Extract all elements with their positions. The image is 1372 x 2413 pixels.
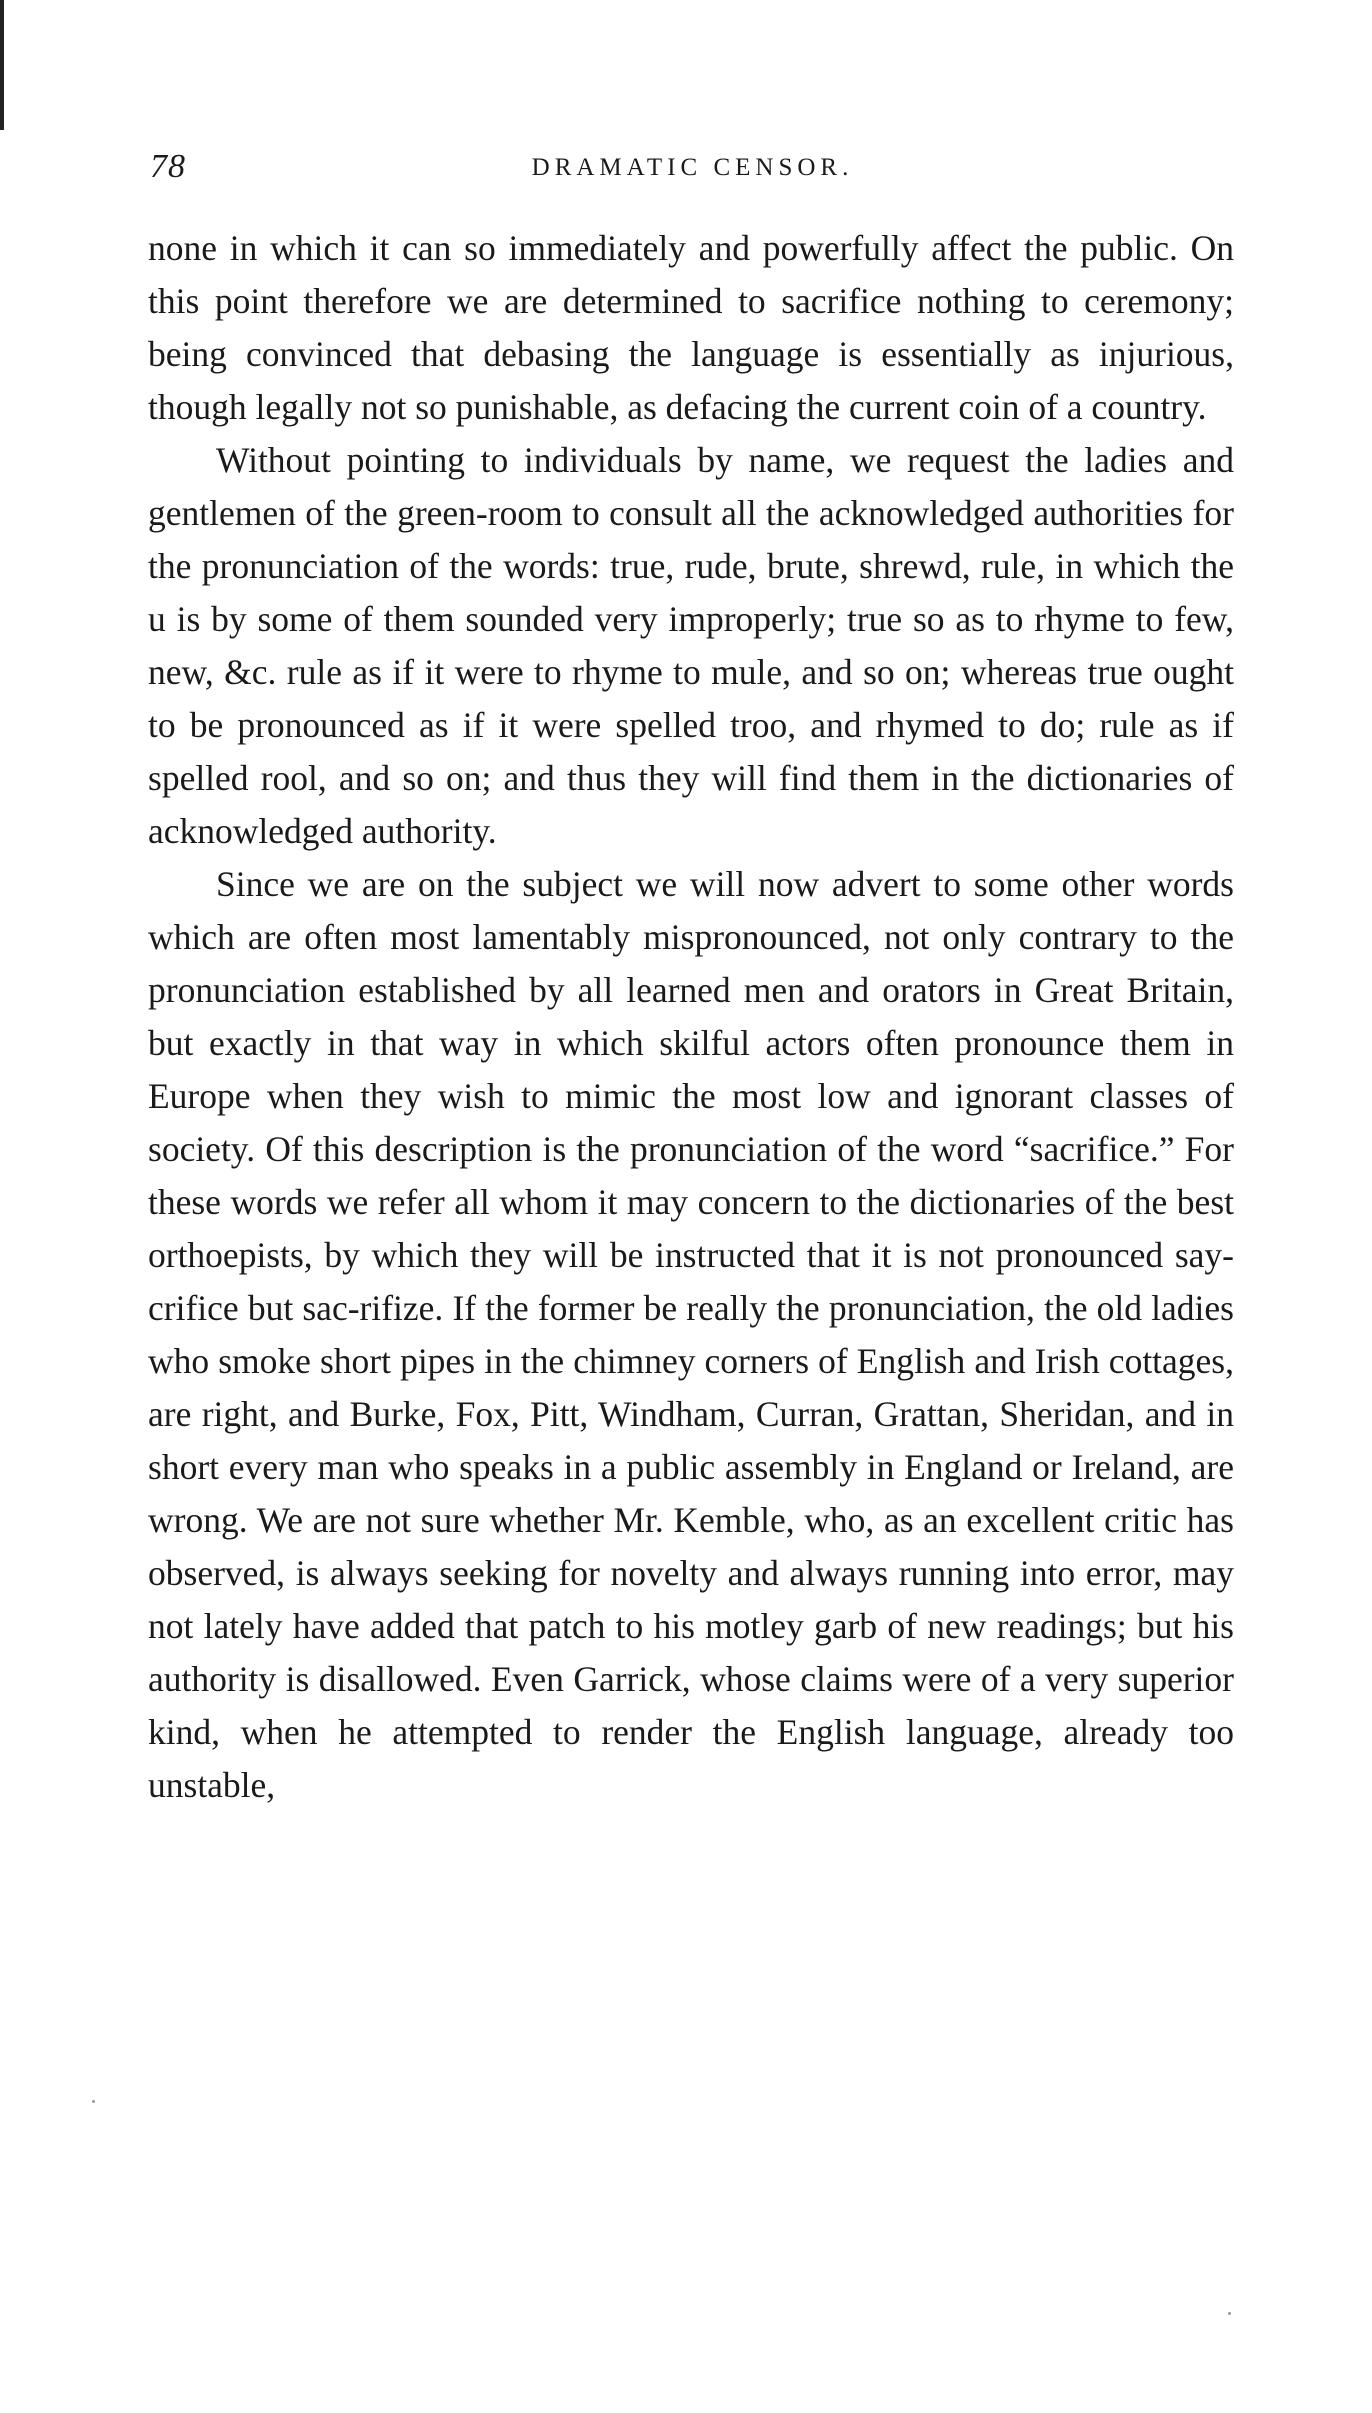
running-title: DRAMATIC CENSOR. [531, 154, 854, 181]
paper-speck [1228, 2312, 1231, 2315]
text-body [148, 222, 1234, 1812]
paragraph-2: Without pointing to individuals by name, we request the ladies and gentlemen of the green-room to consult all the acknowledged authorities for the pronunciation of the words: true, rude, brute, shrewd, rule, in which the u is by some of them sounded very improperly; true so as to rhyme to few, new, &c. rule as if it were to rhyme to mule, and so on; whereas true ought to be pronounced as if it were spelled troo, and rhymed to do; rule as if spelled rool, and so on; and thus they will find them in the dictionaries of acknowledged authority. [148, 440, 1234, 851]
page-edge-shadow [0, 0, 4, 130]
paragraph-3: Since we are on the subject we will now advert to some other words which are often most lamentably mispronounced, not only contrary to the pronunciation established by all learned men and orators in Great Britain, but exactly in that way in which skilful actors often pronounce them in Europe when they wish to mimic the most low and ignorant classes of society. Of this description is the pronunciation of the word “sacrifice.” For these words we refer all whom it may concern to the dictionaries of the best orthoepists, by which they will be instructed that it is not pronounced say-crifice but sac-rifize. If the former be really the pronunciation, the old ladies who smoke short pipes in the chimney corners of English and Irish cottages, are right, and Burke, Fox, Pitt, Windham, Curran, Grattan, Sheridan, and in short every man who speaks in a public assembly in England or Ireland, are wrong. We are not sure whether Mr. Kemble, who, as an excellent critic has observed, is always seeking for novelty and always running into error, may not lately have added that patch to his motley garb of new readings; but his authority is disallowed. Even Garrick, whose claims were of a very superior kind, when he attempted to render the English language, already too unstable, [148, 864, 1234, 1805]
paragraph-1: none in which it can so immediately and powerfully affect the public. On this point therefore we are determined to sacrifice nothing to ceremony; being convinced that debasing the language is essentially as injurious, though legally not so punishable, as defacing the current coin of a country. [148, 228, 1234, 427]
page-header [150, 148, 1235, 198]
page-number: 78 [150, 148, 186, 185]
paper-speck [92, 2100, 95, 2103]
